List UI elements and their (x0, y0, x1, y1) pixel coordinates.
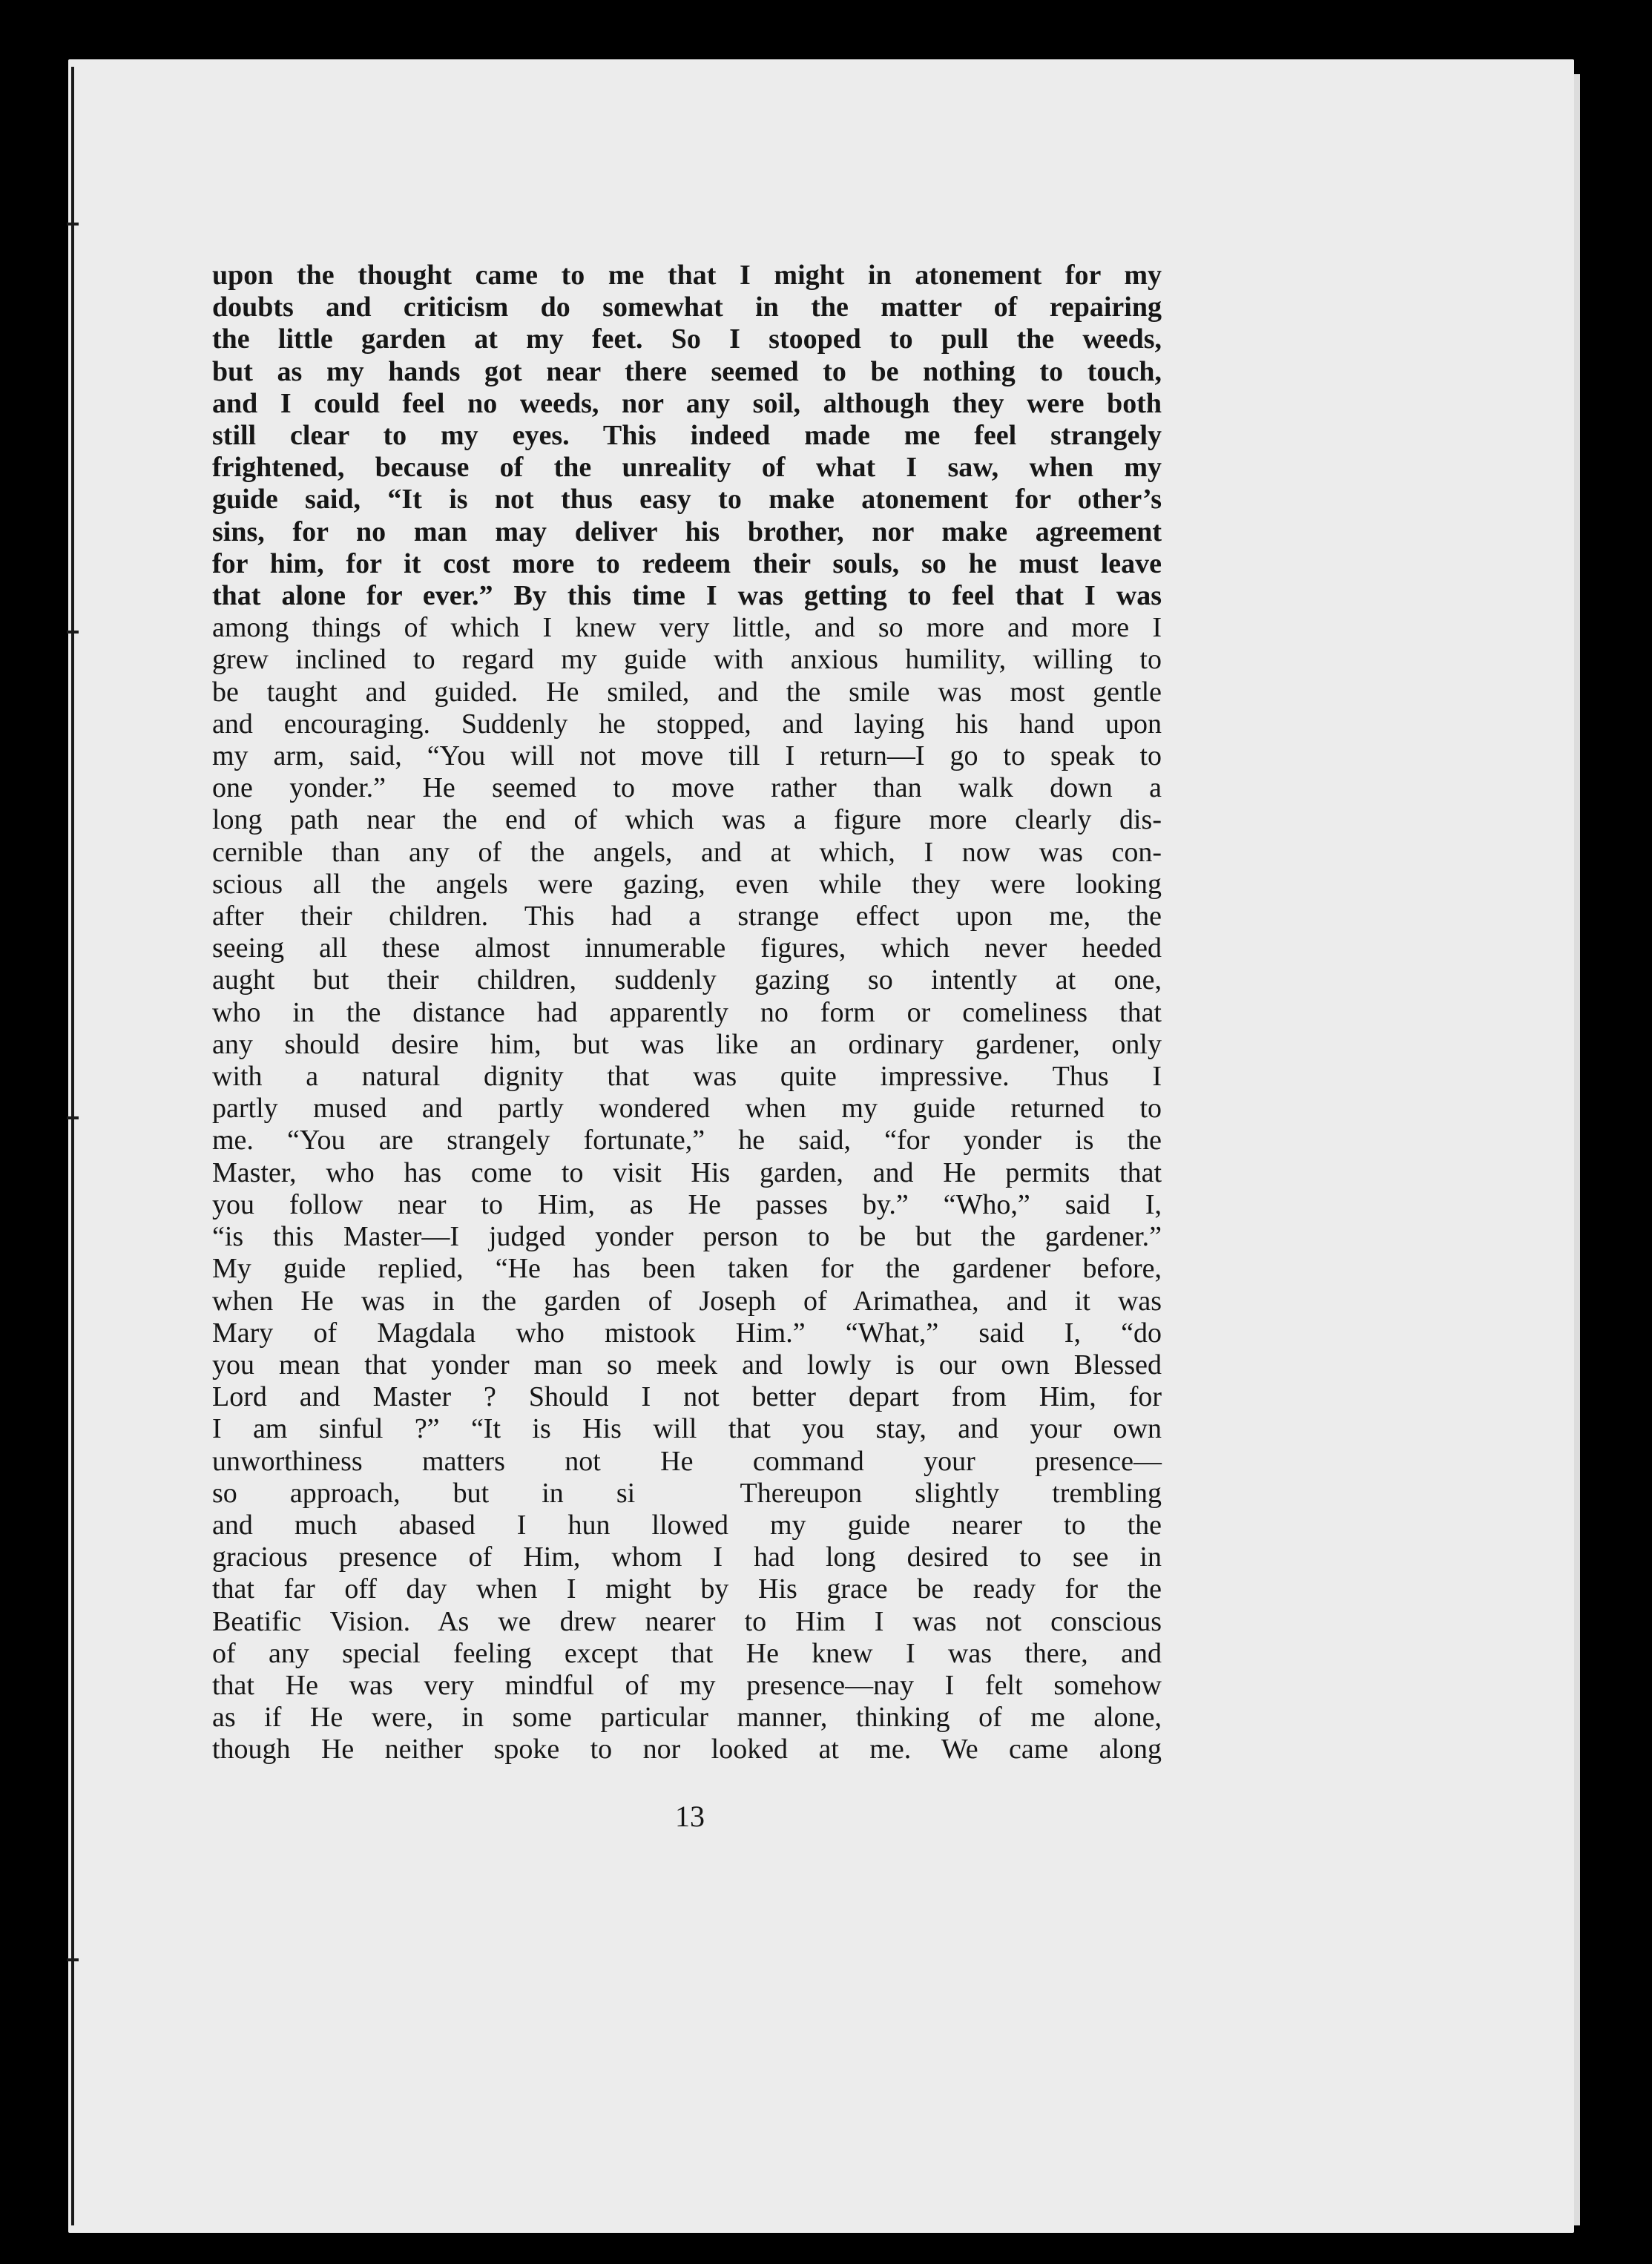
text-line: unworthiness matters not He command your presence— (212, 1445, 1162, 1477)
text-line: that far off day when I might by His grace be ready for the (212, 1573, 1162, 1605)
text-line: and much abased I hun llowed my guide nearer to the (212, 1509, 1162, 1541)
text-line: though He neither spoke to nor looked at me. We came along (212, 1734, 1162, 1766)
text-line: Master, who has come to visit His garden, and He permits that (212, 1156, 1162, 1188)
binding-mark (67, 631, 79, 634)
text-line: with a natural dignity that was quite impressive. Thus I (212, 1061, 1162, 1093)
text-line: gracious presence of Him, whom I had long desired to see in (212, 1541, 1162, 1573)
binding-mark (67, 1958, 79, 1961)
text-line: me. “You are strangely fortunate,” he said, “for yonder is the (212, 1125, 1162, 1156)
text-line: and encouraging. Suddenly he stopped, and laying his hand upon (212, 708, 1162, 740)
text-line: one yonder.” He seemed to move rather than walk down a (212, 772, 1162, 804)
text-line: I am sinful ?” “It is His will that you stay, and your own (212, 1413, 1162, 1445)
text-line: long path near the end of which was a figure more clearly dis- (212, 804, 1162, 836)
text-line: after their children. This had a strange effect upon me, the (212, 901, 1162, 932)
text-line: who in the distance had apparently no form or comeliness that (212, 996, 1162, 1028)
page-right-edge (1574, 74, 1580, 2225)
text-line: my arm, said, “You will not move till I return—I go to speak to (212, 740, 1162, 772)
text-line: still clear to my eyes. This indeed made me feel strangely (212, 420, 1162, 452)
text-line: frightened, because of the unreality of what I saw, when my (212, 452, 1162, 484)
text-line: guide said, “It is not thus easy to make atonement for other’s (212, 484, 1162, 516)
text-line: be taught and guided. He smiled, and the smile was most gentle (212, 676, 1162, 708)
text-line: cernible than any of the angels, and at which, I now was con- (212, 836, 1162, 868)
text-line: grew inclined to regard my guide with anxious humility, willing to (212, 644, 1162, 676)
text-line: but as my hands got near there seemed to be nothing to touch, (212, 355, 1162, 387)
text-line: Beatific Vision. As we drew nearer to Him I was not conscious (212, 1605, 1162, 1637)
text-line: so approach, but in si Thereupon slightly trembling (212, 1477, 1162, 1509)
text-line: that He was very mindful of my presence—nay I felt somehow (212, 1669, 1162, 1701)
text-line: and I could feel no weeds, nor any soil, although they were both (212, 387, 1162, 419)
text-line: that alone for ever.” By this time I was getting to feel that I was (212, 580, 1162, 612)
text-line: Mary of Magdala who mistook Him.” “What,” said I, “do (212, 1317, 1162, 1349)
text-line: “is this Master—I judged yonder person to be but the gardener.” (212, 1221, 1162, 1253)
text-line: doubts and criticism do somewhat in the matter of repairing (212, 292, 1162, 323)
text-line: upon the thought came to me that I might in atonement for my (212, 260, 1162, 291)
text-line: among things of which I knew very little, and so more and more I (212, 612, 1162, 644)
text-line: when He was in the garden of Joseph of Arimathea, and it was (212, 1285, 1162, 1317)
text-line: the little garden at my feet. So I stooped to pull the weeds, (212, 323, 1162, 355)
text-line: seeing all these almost innumerable figures, which never heeded (212, 932, 1162, 964)
page-number: 13 (675, 1800, 705, 1833)
text-line: My guide replied, “He has been taken for the gardener before, (212, 1253, 1162, 1285)
text-line: sins, for no man may deliver his brother, nor make agreement (212, 516, 1162, 547)
text-line: aught but their children, suddenly gazing so intently at one, (212, 964, 1162, 996)
text-line: scious all the angels were gazing, even while they were looking (212, 868, 1162, 900)
binding-mark (67, 1116, 79, 1119)
text-line: for him, for it cost more to redeem their souls, so he must leave (212, 547, 1162, 579)
text-line: partly mused and partly wondered when my guide returned to (212, 1093, 1162, 1125)
binding-mark (67, 223, 79, 226)
text-line: you mean that yonder man so meek and lowly is our own Blessed (212, 1349, 1162, 1381)
text-line: of any special feeling except that He knew I was there, and (212, 1637, 1162, 1669)
text-line: you follow near to Him, as He passes by.” “Who,” said I, (212, 1188, 1162, 1220)
binding-edge (71, 67, 74, 2225)
text-line: any should desire him, but was like an ordinary gardener, only (212, 1028, 1162, 1060)
text-line: as if He were, in some particular manner, thinking of me alone, (212, 1702, 1162, 1734)
text-line: Lord and Master ? Should I not better depart from Him, for (212, 1381, 1162, 1413)
body-text (212, 260, 1162, 1766)
